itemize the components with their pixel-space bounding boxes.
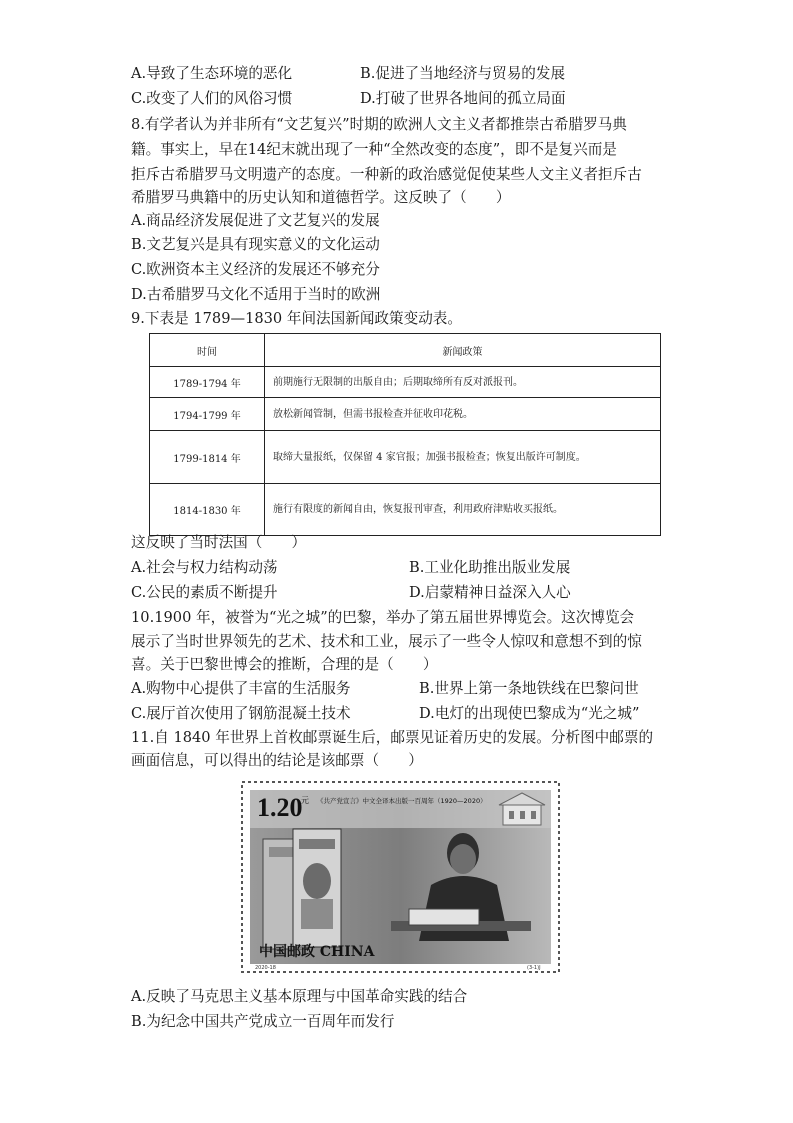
q9-option-d: D.启蒙精神日益深入人心 <box>409 584 571 601</box>
q10-option-c: C.展厅首次使用了钢筋混凝土技术 <box>131 705 351 722</box>
table-cell-period: 1799-1814 年 <box>150 431 265 484</box>
stamp-unit: 元 <box>301 796 309 805</box>
q11-stem-line: 11.自 1840 年世界上首枚邮票诞生后，邮票见证着历史的发展。分析图中邮票的 <box>131 729 654 746</box>
stamp-title: 《共产党宣言》中文全译本出版一百周年（1920—2020） <box>317 797 487 805</box>
table-cell-period: 1789-1794 年 <box>150 367 265 398</box>
q10-stem-line: 喜。关于巴黎世博会的推断，合理的是（ ） <box>131 656 438 673</box>
q9-option-c: C.公民的素质不断提升 <box>131 584 278 601</box>
table-cell-period: 1794-1799 年 <box>150 398 265 431</box>
press-policy-table <box>149 333 661 536</box>
table-cell-policy: 取缔大量报纸，仅保留 4 家官报；加强书报检查；恢复出版许可制度。 <box>265 431 661 484</box>
q7-option-a: A.导致了生态环境的恶化 <box>131 65 293 82</box>
q9-stem: 9.下表是 1789—1830 年间法国新闻政策变动表。 <box>131 310 462 327</box>
table-header-time: 时间 <box>150 334 265 367</box>
q7-option-c: C.改变了人们的风俗习惯 <box>131 90 293 107</box>
table-row <box>150 431 661 484</box>
table-cell-policy: 放松新闻管制，但需书报检查并征收印花税。 <box>265 398 661 431</box>
q8-stem-line: 希腊罗马典籍中的历史认知和道德哲学。这反映了（ ） <box>131 189 511 206</box>
stamp-code-left: 2020-18 <box>255 965 276 971</box>
q8-option-d: D.古希腊罗马文化不适用于当时的欧洲 <box>131 286 381 303</box>
table-cell-policy: 前期施行无限制的出版自由；后期取缔所有反对派报刊。 <box>265 367 661 398</box>
q8-option-c: C.欧洲资本主义经济的发展还不够充分 <box>131 261 380 278</box>
q8-option-b: B.文艺复兴是具有现实意义的文化运动 <box>131 236 380 253</box>
q10-option-a: A.购物中心提供了丰富的生活服务 <box>131 680 351 697</box>
q7-option-b: B.促进了当地经济与贸易的发展 <box>360 65 566 82</box>
q8-stem-line: 拒斥古希腊罗马文明遗产的态度。一种新的政治感觉促使某些人文主义者拒斥古 <box>131 166 642 183</box>
q9-option-b: B.工业化助推出版业发展 <box>409 559 571 576</box>
table-row <box>150 398 661 431</box>
q9-after-text: 这反映了当时法国（ ） <box>131 534 307 551</box>
table-cell-policy: 施行有限度的新闻自由，恢复报刊审查，利用政府津贴收买报纸。 <box>265 484 661 536</box>
q8-option-a: A.商品经济发展促进了文艺复兴的发展 <box>131 212 380 229</box>
q10-option-b: B.世界上第一条地铁线在巴黎问世 <box>419 680 639 697</box>
table-cell-period: 1814-1830 年 <box>150 484 265 536</box>
q9-option-a: A.社会与权力结构动荡 <box>131 559 278 576</box>
table-header-row <box>150 334 661 367</box>
q8-stem-line: 籍。事实上，早在14纪末就出现了一种“全然改变的态度”，即不是复兴而是 <box>131 141 617 158</box>
q10-stem-line: 展示了当时世界领先的艺术、技术和工业，展示了一些令人惊叹和意想不到的惊 <box>131 633 642 650</box>
table-row <box>150 484 661 536</box>
stamp-illustration <box>241 781 560 973</box>
table-header-policy: 新闻政策 <box>265 334 661 367</box>
q11-option-a: A.反映了马克思主义基本原理与中国革命实践的结合 <box>131 988 468 1005</box>
stamp-country: 中国邮政 CHINA <box>259 944 375 960</box>
manifesto-books-graphic <box>263 829 341 949</box>
q7-option-d: D.打破了世界各地间的孤立局面 <box>360 90 566 107</box>
table-row <box>150 367 661 398</box>
q8-stem-line: 8.有学者认为并非所有“文艺复兴”时期的欧洲人文主义者都推崇古希腊罗马典 <box>131 116 627 133</box>
stamp-code-right: (3-1)J <box>527 965 541 971</box>
stamp-image <box>241 781 560 973</box>
q11-option-b: B.为纪念中国共产党成立一百周年而发行 <box>131 1013 395 1030</box>
stamp-denomination: 1.20 <box>257 793 303 822</box>
q11-stem-line: 画面信息，可以得出的结论是该邮票（ ） <box>131 752 423 769</box>
q10-stem-line: 10.1900 年，被誉为“光之城”的巴黎，举办了第五届世界博览会。这次博览会 <box>131 609 635 626</box>
q10-option-d: D.电灯的出现使巴黎成为“光之城” <box>419 705 640 722</box>
